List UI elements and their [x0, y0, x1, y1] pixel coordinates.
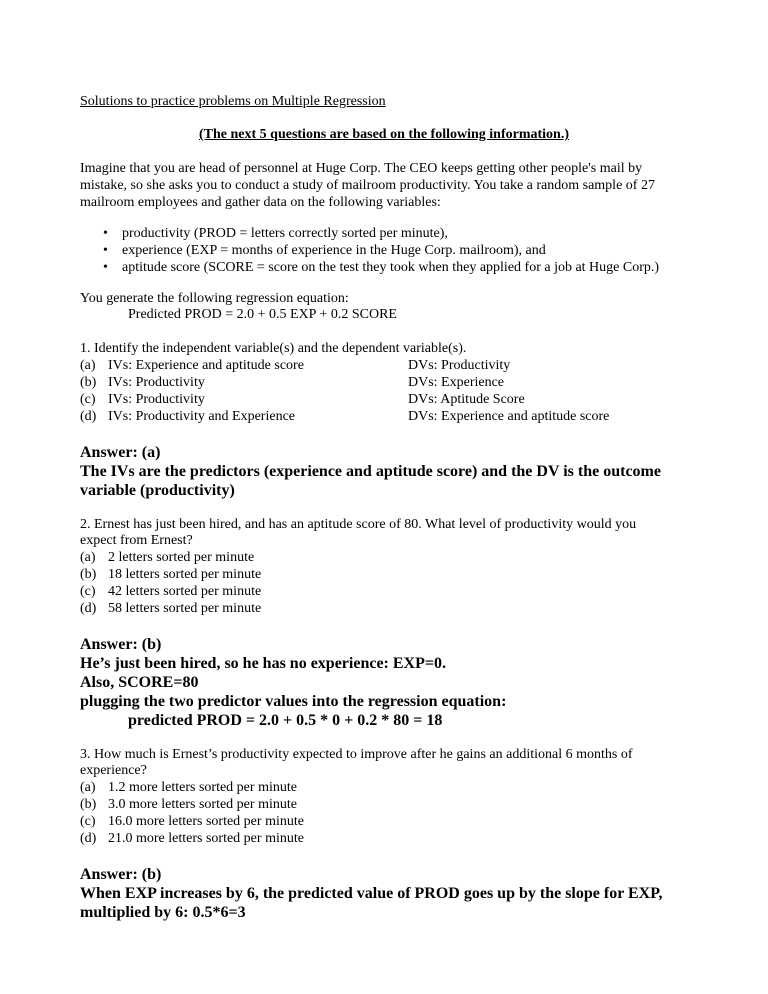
option-text: 2 letters sorted per minute	[108, 550, 255, 565]
list-item: • productivity (PROD = letters correctly sorted per minute),	[101, 225, 659, 242]
q2-explanation: plugging the two predictor values into the regression equation:	[80, 693, 507, 710]
q1-answer: Answer: (a)	[80, 444, 161, 461]
document-subtitle: (The next 5 questions are based on the following information.)	[199, 127, 569, 142]
option-text: 21.0 more letters sorted per minute	[108, 831, 304, 846]
option-iv: IVs: Experience and aptitude score	[108, 358, 304, 373]
q2-explanation: Also, SCORE=80	[80, 674, 199, 691]
option-letter: (a)	[80, 780, 96, 795]
q1-explanation: variable (productivity)	[80, 482, 235, 499]
option-dv: DVs: Aptitude Score	[408, 392, 525, 407]
regression-equation: Predicted PROD = 2.0 + 0.5 EXP + 0.2 SCORE	[128, 307, 397, 322]
option-text: 1.2 more letters sorted per minute	[108, 780, 297, 795]
option-letter: (b)	[80, 797, 97, 812]
q2-calculation: predicted PROD = 2.0 + 0.5 * 0 + 0.2 * 80 = 18	[128, 712, 443, 729]
question-3-cont: experience?	[80, 763, 147, 778]
option-text: 16.0 more letters sorted per minute	[108, 814, 304, 829]
option-iv: IVs: Productivity and Experience	[108, 409, 296, 424]
option-iv: IVs: Productivity	[108, 392, 205, 407]
option-text: 3.0 more letters sorted per minute	[108, 797, 297, 812]
question-3: 3. How much is Ernest’s productivity expected to improve after he gains an additional 6 months of	[80, 747, 633, 762]
option-letter: (b)	[80, 375, 97, 390]
option-letter: (c)	[80, 814, 96, 829]
option-dv: DVs: Experience	[408, 375, 505, 390]
q3-explanation: When EXP increases by 6, the predicted value of PROD goes up by the slope for EXP,	[80, 885, 663, 902]
option-letter: (a)	[80, 550, 96, 565]
option-letter: (c)	[80, 392, 96, 407]
q2-answer: Answer: (b)	[80, 636, 162, 653]
equation-intro: You generate the following regression equation:	[80, 291, 349, 306]
option-letter: (b)	[80, 567, 97, 582]
document-title: Solutions to practice problems on Multiple Regression	[80, 94, 386, 109]
q3-explanation: multiplied by 6: 0.5*6=3	[80, 904, 246, 921]
q3-answer: Answer: (b)	[80, 866, 162, 883]
q2-explanation: He’s just been hired, so he has no experience: EXP=0.	[80, 655, 446, 672]
option-letter: (d)	[80, 409, 97, 424]
option-text: 58 letters sorted per minute	[108, 601, 262, 616]
option-iv: IVs: Productivity	[108, 375, 205, 390]
intro-line: mailroom employees and gather data on the following variables:	[80, 195, 441, 210]
list-item: • aptitude score (SCORE = score on the test they took when they applied for a job at Huge Corp.)	[101, 259, 659, 276]
question-2-cont: expect from Ernest?	[80, 533, 193, 548]
question-1: 1. Identify the independent variable(s) and the dependent variable(s).	[80, 341, 467, 356]
variable-list	[101, 225, 659, 276]
question-2: 2. Ernest has just been hired, and has an aptitude score of 80. What level of productivity would you	[80, 517, 637, 532]
option-letter: (a)	[80, 358, 96, 373]
option-letter: (c)	[80, 584, 96, 599]
option-dv: DVs: Experience and aptitude score	[408, 409, 610, 424]
option-letter: (d)	[80, 601, 97, 616]
option-letter: (d)	[80, 831, 97, 846]
option-text: 18 letters sorted per minute	[108, 567, 262, 582]
option-dv: DVs: Productivity	[408, 358, 511, 373]
intro-line: Imagine that you are head of personnel at Huge Corp. The CEO keeps getting other people's mail by	[80, 161, 643, 176]
q1-explanation: The IVs are the predictors (experience and aptitude score) and the DV is the outcome	[80, 463, 661, 480]
option-text: 42 letters sorted per minute	[108, 584, 262, 599]
list-item: • experience (EXP = months of experience in the Huge Corp. mailroom), and	[101, 242, 659, 259]
intro-paragraph	[80, 160, 690, 211]
intro-line: mistake, so she asks you to conduct a study of mailroom productivity. You take a random sample of 27	[80, 178, 655, 193]
